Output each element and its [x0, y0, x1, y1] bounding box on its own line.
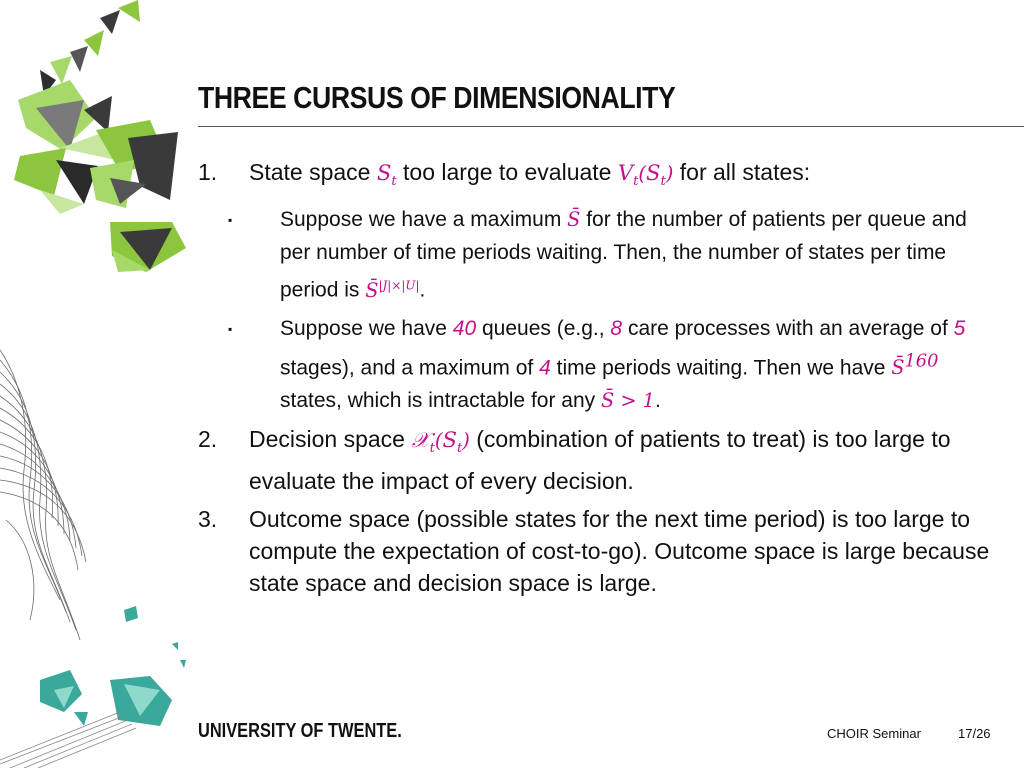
list-item-2 — [198, 423, 998, 497]
math-paren: ( — [638, 162, 647, 185]
math-states-count — [365, 279, 419, 302]
deco-shape — [118, 0, 140, 22]
text-run: Suppose we have — [280, 317, 453, 341]
list-number: 3. — [198, 506, 218, 533]
list-number: 2. — [198, 426, 218, 453]
math-paren: ) — [462, 429, 470, 453]
highlight-number: 40 — [452, 317, 477, 341]
text-run: . — [419, 278, 426, 302]
math-subscript: t — [429, 441, 435, 457]
text-run: State space — [249, 159, 377, 185]
text-run: too large to evaluate — [396, 159, 618, 185]
list-number: 1. — [198, 159, 218, 185]
math-symbol: V — [617, 160, 634, 185]
text-run: time periods waiting. Then we have — [550, 356, 892, 380]
sub-bullet-text — [280, 204, 998, 307]
math-subscript: t — [660, 174, 666, 190]
slide-content — [198, 156, 998, 605]
title-divider — [198, 126, 1024, 127]
deco-shape — [172, 642, 178, 650]
list-item-text — [249, 423, 998, 497]
text-run: . — [654, 388, 661, 412]
math-superscript: 160 — [904, 351, 939, 372]
math-subscript: t — [456, 441, 463, 457]
deco-shape — [14, 148, 66, 196]
decorative-polygon-graphic — [0, 0, 195, 768]
math-symbol: 𝒳 — [411, 427, 430, 453]
deco-lines — [0, 350, 86, 640]
text-run: stages), and a maximum of — [280, 356, 540, 380]
math-symbol: S̄ — [891, 356, 905, 380]
math-symbol: S — [376, 160, 392, 185]
university-logo: UNIVERSITY OF TWENTE. — [198, 720, 402, 742]
math-decision-space — [411, 427, 470, 457]
text-run: queues (e.g., — [476, 317, 611, 341]
bullet-marker: ▪ — [228, 213, 233, 228]
deco-shape — [74, 712, 88, 726]
text-run: Suppose we have a maximum — [280, 208, 568, 232]
deco-shape — [180, 660, 186, 668]
deco-lines — [0, 712, 136, 768]
text-run: for the number of patients per queue and per number of time periods waiting. Then, the number of states per time period is — [280, 208, 967, 302]
sub-bullet-2 — [228, 313, 998, 417]
highlight-number: 8 — [610, 317, 623, 341]
math-subscript: t — [633, 174, 639, 190]
math-superscript: |J|×|U| — [378, 278, 420, 293]
list-item-text — [249, 156, 998, 198]
text-run: for all states: — [673, 159, 811, 185]
sub-bullet-text — [280, 313, 998, 417]
math-symbol: S̄ — [365, 278, 379, 302]
math-value-function — [617, 160, 674, 190]
math-paren: ( — [434, 429, 443, 453]
math-state-space — [376, 160, 397, 190]
deco-shape — [100, 10, 120, 34]
text-run: (combination of patients to treat) is too large to evaluate the impact of every decision. — [249, 426, 951, 495]
sub-bullet-1 — [228, 204, 998, 307]
text-run: states, which is intractable for any — [280, 388, 601, 412]
highlight-number: 4 — [539, 356, 551, 380]
math-total-states — [891, 351, 939, 380]
slide-title: THREE CURSUS OF DIMENSIONALITY — [198, 80, 676, 115]
deco-shape — [124, 606, 138, 622]
math-paren: ) — [665, 162, 674, 185]
footer-event: CHOIR Seminar — [827, 726, 921, 741]
math-condition: S̄ > 1 — [600, 388, 655, 412]
text-run: Decision space — [249, 426, 412, 453]
bullet-marker: ▪ — [228, 322, 233, 337]
list-item-text: Outcome space (possible states for the next time period) is too large to compute the expectation of cost-to-go). Outcome space is large because state space and decision space is large. — [249, 506, 990, 597]
text-run: care processes with an average of — [622, 317, 954, 341]
math-max-patients: S̄ — [567, 208, 581, 232]
math-symbol: S — [646, 160, 661, 185]
highlight-number: 5 — [953, 317, 966, 341]
list-item-1 — [198, 156, 998, 198]
math-symbol: S — [442, 427, 457, 453]
math-subscript: t — [391, 174, 397, 190]
deco-shape — [70, 46, 88, 72]
deco-shape — [84, 30, 104, 56]
list-item-3 — [198, 503, 998, 599]
page-number: 17/26 — [958, 726, 991, 741]
